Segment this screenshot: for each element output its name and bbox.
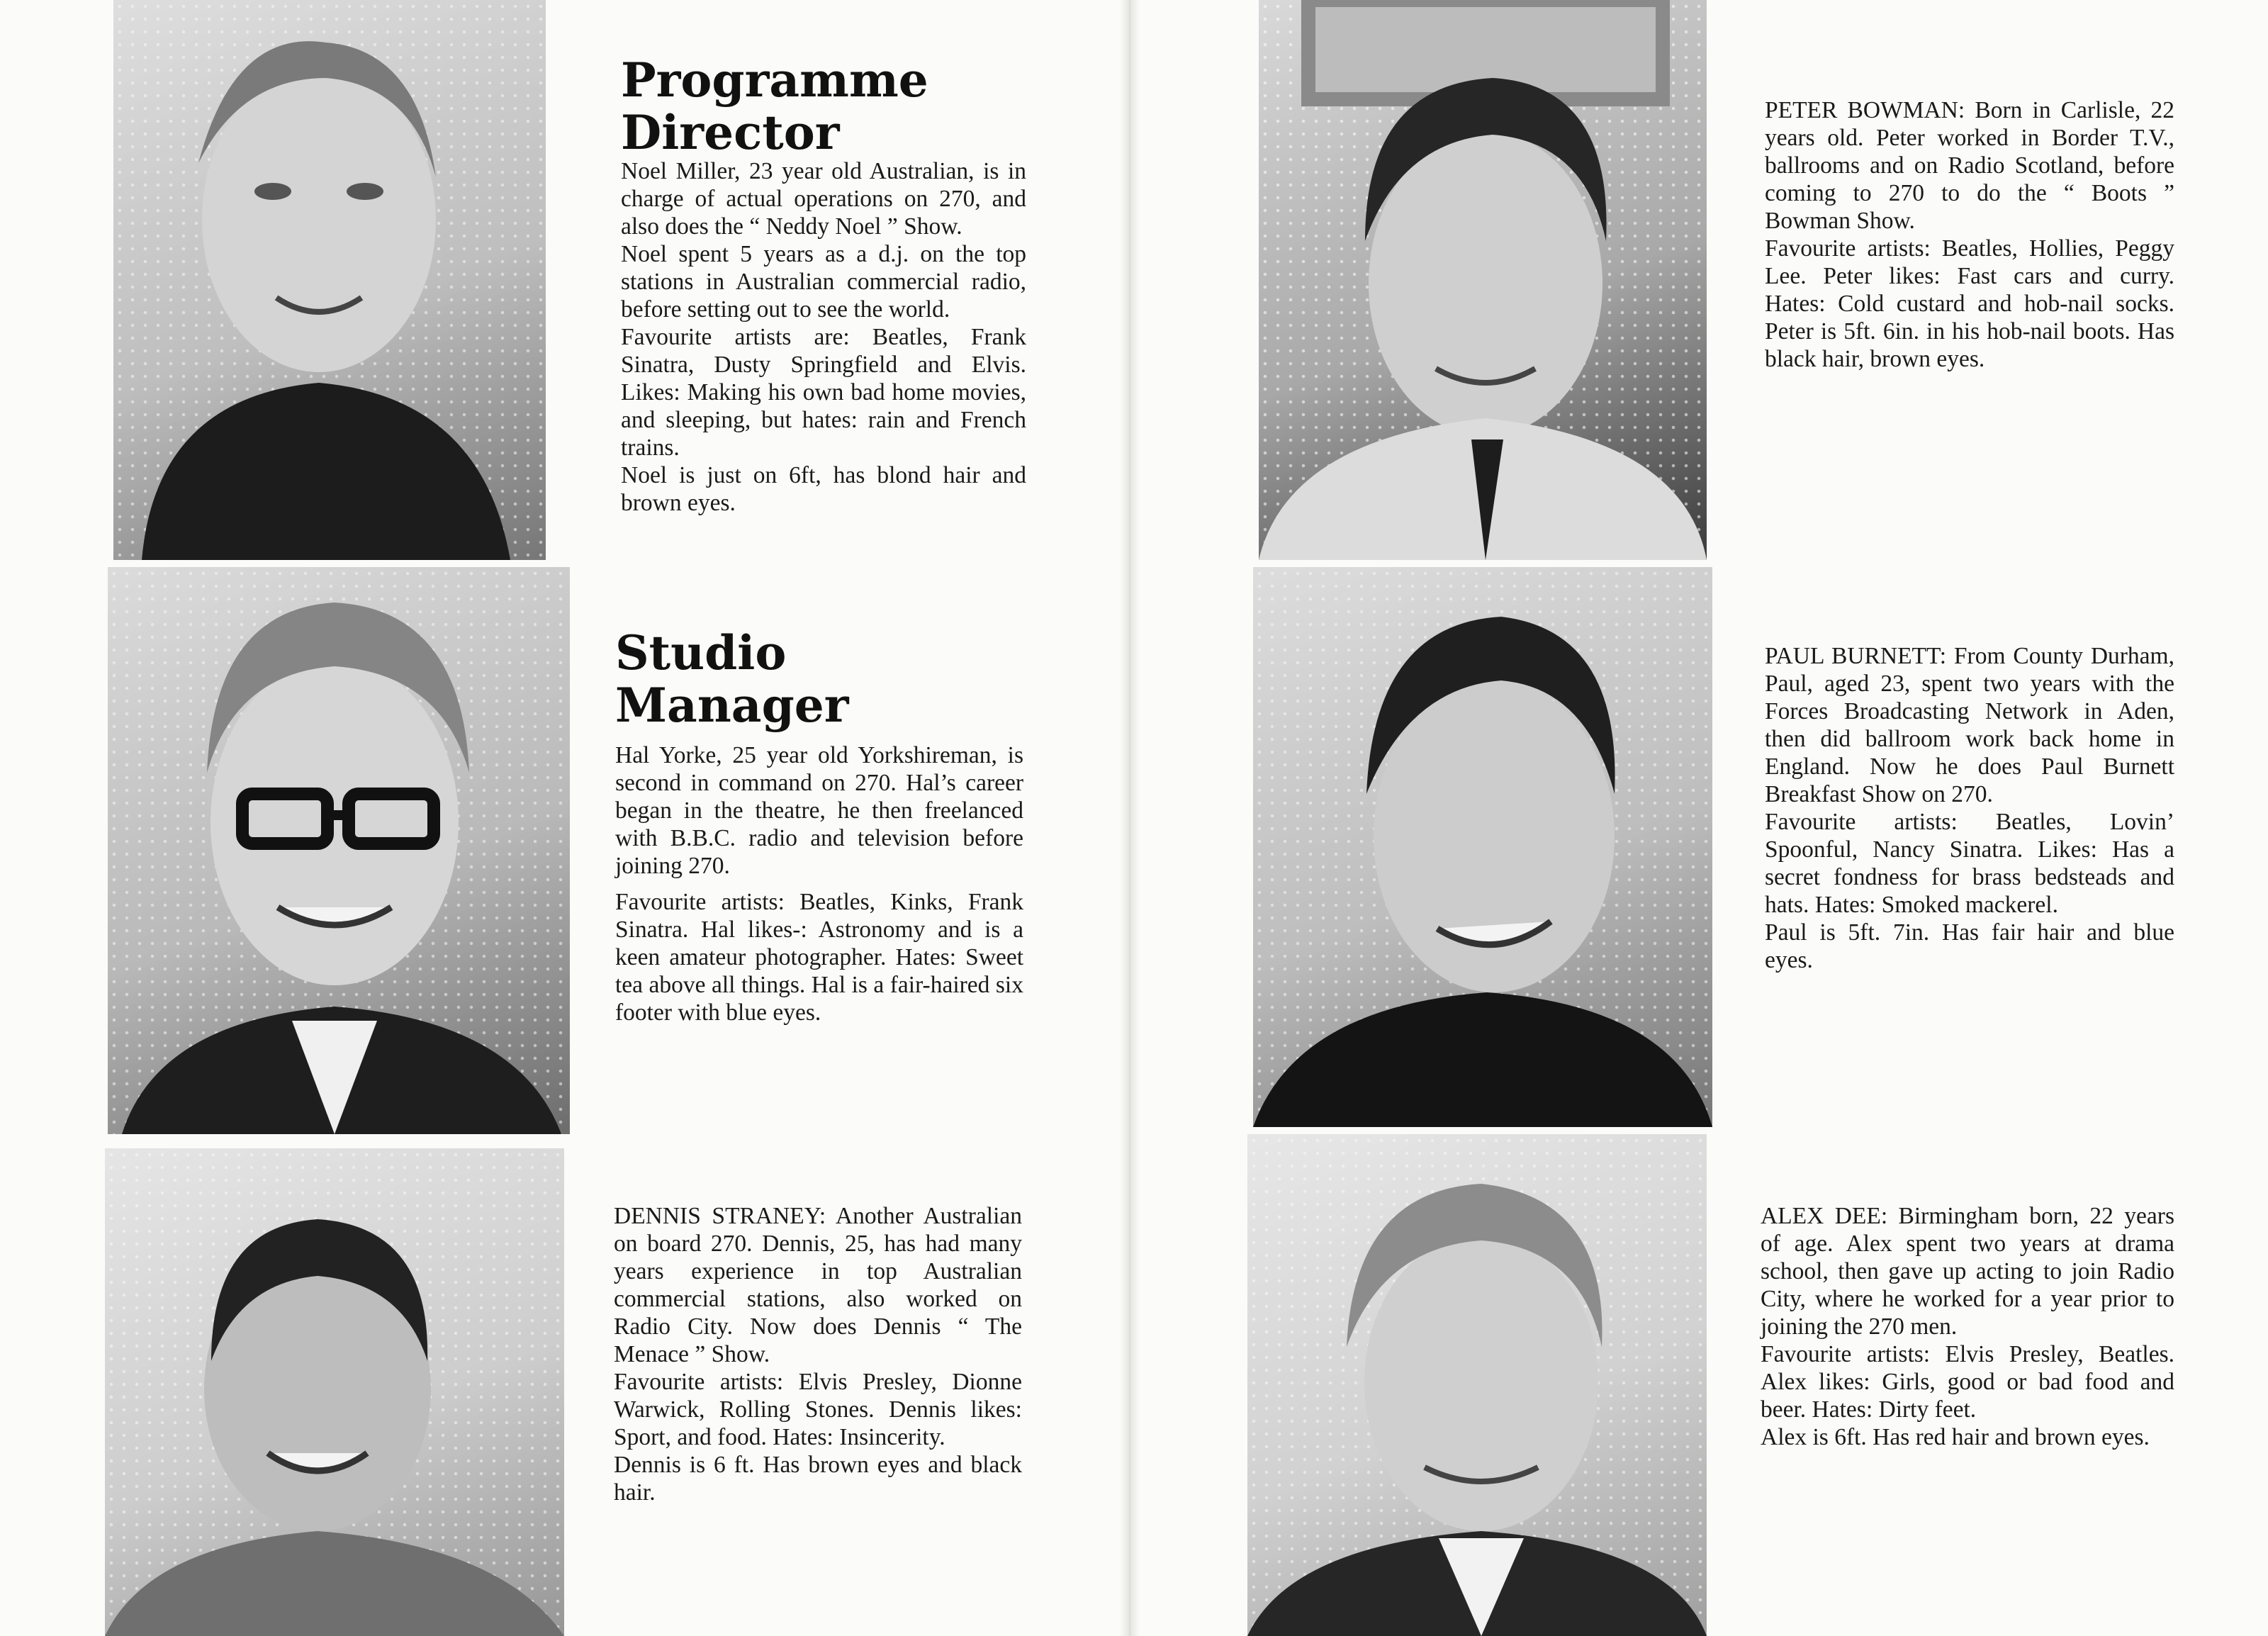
programme-director-heading-line2: Director <box>621 105 840 160</box>
paul-bio-favourites: Favourite artists: Beatles, Lovin’ Spoonful, Nancy Sinatra. Likes: Has a secret fondness for brass bedsteads and hats. Hates: Smoked mackerel. <box>1765 809 2174 918</box>
alex-bio-intro: ALEX DEE: Birmingham born, 22 years of age. Alex spent two years at drama school, then gave up acting to join Radio City, where he worked for a year prior to joining the 270 men. <box>1761 1203 2174 1340</box>
peter-bio-intro: PETER BOWMAN: Born in Carlisle, 22 years old. Peter worked in Border T.V., ballrooms and on Radio Scotland, before coming to 270 to do the “ Boots ” Bowman Show. <box>1765 97 2174 234</box>
paul-bio-intro: PAUL BURNETT: From County Durham, Paul, aged 23, spent two years with the Forces Broadcasting Network in Aden, then did ballroom work back home in England. Now he does Paul Burnett Breakfast Show on 270. <box>1765 643 2174 807</box>
peter-bowman-bio <box>1765 96 2174 373</box>
dennis-straney-bio <box>614 1202 1022 1506</box>
noel-bio-favourites: Favourite artists are: Beatles, Frank Sinatra, Dusty Springfield and Elvis. Likes: Making his own bad home movies, and sleeping, but hates: rain and French trains. <box>621 324 1026 461</box>
photo-dennis-straney <box>105 1148 564 1636</box>
hal-bio-intro: Hal Yorke, 25 year old Yorkshireman, is second in command on 270. Hal’s career began in the theatre, he then freelanced with B.B.C. radio and television before joining 270. <box>615 742 1023 879</box>
photo-noel-miller <box>113 0 546 560</box>
hal-bio-favourites: Favourite artists: Beatles, Kinks, Frank Sinatra. Hal likes-: Astronomy and is a keen amateur photographer. Hates: Sweet tea above all things. Hal is a fair-haired six footer with blue eyes. <box>615 889 1023 1026</box>
alex-bio-appearance: Alex is 6ft. Has red hair and brown eyes. <box>1761 1424 2150 1450</box>
dennis-bio-favourites: Favourite artists: Elvis Presley, Dionne Warwick, Rolling Stones. Dennis likes: Sport, and food. Hates: Insincerity. <box>614 1369 1022 1450</box>
noel-bio-career: Noel spent 5 years as a d.j. on the top stations in Australian commercial radio, before setting out to see the world. <box>621 241 1026 323</box>
peter-bio-favourites: Favourite artists: Beatles, Hollies, Peggy Lee. Peter likes: Fast cars and curry. Hates: Cold custard and hob-nail socks. Peter is 5ft. 6in. in his hob-nail boots. Has black hair, brown eyes. <box>1765 235 2174 372</box>
paul-burnett-bio <box>1765 642 2174 974</box>
alex-bio-favourites: Favourite artists: Elvis Presley, Beatles. Alex likes: Girls, good or bad food and beer. Hates: Dirty feet. <box>1761 1341 2174 1423</box>
alex-dee-bio <box>1761 1202 2174 1451</box>
paul-bio-appearance: Paul is 5ft. 7in. Has fair hair and blue eyes. <box>1765 919 2174 973</box>
studio-manager-heading-line1: Studio <box>615 625 787 680</box>
studio-manager-heading <box>615 627 941 732</box>
programme-director-heading <box>621 54 947 159</box>
noel-bio-intro: Noel Miller, 23 year old Australian, is in charge of actual operations on 270, and also does the “ Neddy Noel ” Show. <box>621 158 1026 240</box>
page-gutter <box>1120 0 1140 1636</box>
photo-hal-yorke <box>108 567 570 1134</box>
studio-manager-bio <box>615 741 1023 1026</box>
programme-director-heading-line1: Programme <box>621 52 928 108</box>
dennis-bio-appearance: Dennis is 6 ft. Has brown eyes and black hair. <box>614 1452 1022 1506</box>
programme-director-bio <box>621 157 1026 517</box>
photo-paul-burnett <box>1253 567 1712 1127</box>
dennis-bio-intro: DENNIS STRANEY: Another Australian on board 270. Dennis, 25, has had many years experience in top Australian commercial stations, also worked on Radio City. Now does Dennis “ The Menace ” Show. <box>614 1203 1022 1367</box>
photo-peter-bowman <box>1259 0 1707 560</box>
studio-manager-heading-line2: Manager <box>615 678 849 733</box>
noel-bio-appearance: Noel is just on 6ft, has blond hair and brown eyes. <box>621 462 1026 516</box>
photo-alex-dee <box>1247 1134 1707 1636</box>
